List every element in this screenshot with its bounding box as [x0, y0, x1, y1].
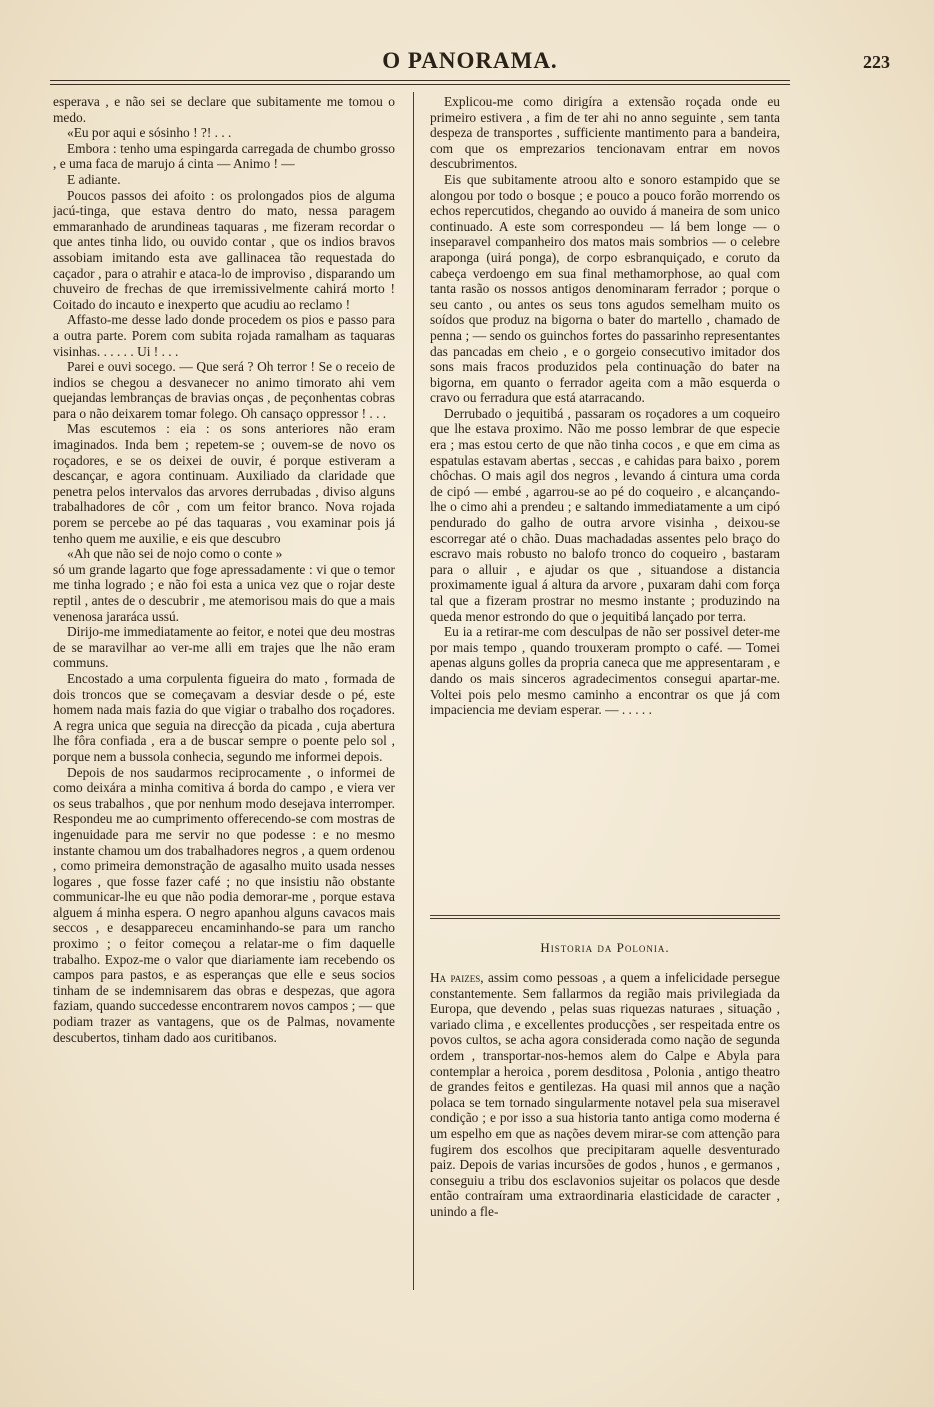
- paragraph: Derrubado o jequitibá , passaram os roçadores a um coqueiro que lhe estava proximo. Não me posso lembrar de que especie era ; mas estou certo de que não tinha cocos , e que em cima as espatulas estavam abertas , seccas , e cahidas para baixo , porem chôchas. O mais agil dos negros , levando á cintura uma corda de cipó — embé , agarrou-se ao pé do coqueiro , e alcançando-lhe o cimo ahi a prendeu ; e saltando immediatamente a um cipó pendurado do galho de outra arvore visinha , deixou-se escorregar até o chão. Duas machadadas assentes pelo braço do escravo mais robusto no balofo tronco do coqueiro , bastaram para o alluir , e ajudar os que , situandose a distancia proximamente igual á altura da arvore , puxaram dahi com força tal que a fizeram prostrar no mesmo instante ; produzindo na queda menor estrondo do que o jequitibá lançado por terra.: [430, 405, 780, 624]
- section-lead-words: Ha paizes: [430, 970, 481, 985]
- section-text: , assim como pessoas , a quem a infelicidade persegue constantemente. Sem fallarmos da região mais privilegiada da Europa, que devendo , pelas suas riquezas naturaes , situação , variado clima , e excellentes producções , ser respeitada entre os povos cultos, se acha agora considerada como nação de segunda ordem , transportar-nos-hemos alem do Calpe e Abyla para contemplar a heroica , porem desditosa , Polonia , antigo theatro de grandes feitos e gentilezas. Ha quasi mil annos que a nação polaca se tem tornado singularmente notavel pela sua miseravel condição ; e por isso a sua historia tanto antiga como moderna é um espelho em que as nações devem mirar-se com attenção para fugirem dos escolhos que precipitaram aquelle desventurado paiz. Depois de varias incursões de godos , hunos , e germanos , conseguiu a tribu dos esclavonios sujeitar os polacos que desde então contraíram uma extraordinaria elasticidade de caracter , unindo a fle-: [430, 970, 780, 1219]
- header-rule-double: [50, 84, 790, 85]
- newspaper-title: O PANORAMA.: [382, 48, 558, 73]
- section-body: [430, 970, 780, 1220]
- right-column: [430, 94, 780, 718]
- section-separator-double: [430, 918, 780, 919]
- paragraph: Encostado a uma corpulenta figueira do mato , formada de dois troncos que se começavam a desviar desde o pé, este homem nada mais fazia do que vigiar o trabalho dos roçadores. A regra unica que seguia na direcção da picada , cuja abertura lhe fôra confiada , era a de buscar sempre o poente pelo sol , porque nem a bussola conhecia, segundo me informei depois.: [53, 670, 395, 764]
- paragraph: «Eu por aqui e sósinho ! ?! . . .: [67, 125, 232, 141]
- paragraph: Affasto-me desse lado donde procedem os pios e passo para a outra parte. Porem com subita rojada ramalham as taquaras visinhas. . . . . . Ui ! . . .: [53, 312, 395, 359]
- paragraph: esperava , e não sei se declare que subitamente me tomou o medo.: [53, 94, 395, 125]
- section-heading: Historia da Polonia.: [540, 940, 670, 955]
- paragraph: só um grande lagarto que foge apressadamente : vi que o temor me tinha logrado ; e não foi esta a unica vez que o rojar deste reptil , antes de o descubrir , me atemorisou mais do que a mais venenosa jararáca ussú.: [53, 561, 395, 624]
- header-rule: [50, 80, 790, 81]
- section-paragraph: [430, 970, 780, 1220]
- paragraph: Eis que subitamente atroou alto e sonoro estampido que se alongou por todo o bosque ; e pouco a pouco forão morrendo os echos repercutidos, chegando ao ouvido á maneira de som unico continuado. A este som correspondeu — lá bem longe — o inseparavel companheiro dos matos mais sombrios — o celebre araponga (uirá ponga), de corpo esbranquiçado, e coruto da cabeça verdoengo em sua final methamorphose, ao qual com tanta rasão os nossos antigos denominaram ferrador ; porque o seu canto , ou antes os seus tons agudos semelham muito os soídos que produz na bigorna o bater do martello , chamado de penna ; — sendo os guinchos fortes do passarinho representantes das pancadas em cheio , e o gorgeio consecutivo imitador dos sons mais fracos produzidos pela continuação do bater na bigorna, em quanto o ferrador ageita com a mão esquerda o cravo ou ferradura que está atarracando.: [430, 171, 780, 406]
- section-separator: [430, 915, 780, 916]
- column-divider: [413, 92, 414, 1290]
- quote-line: «Ah que não sei de nojo como o conte »: [67, 546, 283, 562]
- paragraph: Dirijo-me immediatamente ao feitor, e notei que deu mostras de se maravilhar ao ver-me alli em trajes que lhe não eram communs.: [53, 624, 395, 671]
- paragraph: Poucos passos dei afoito : os prolongados pios de alguma jacú-tinga, que estava dentro do mato, nessa paragem emmaranhado de arundineas taquaras , me fizeram recordar o que antes tinha lido, ou ouvido contar , que os indios bravos assobiam imitando esta ave gallinacea tão requestada do caçador , para o atrahir e ataca-lo de improviso , disparando um chuveiro de frechas de que irremissivelmente cahirá morto ! Coitado do incauto e inexperto que acudiu ao reclamo !: [53, 187, 395, 312]
- paragraph: Parei e ouvi socego. — Que será ? Oh terror ! Se o receio de indios se chegou a desvanecer no animo timorato ahi vem quejandas lembranças de bravias onças , de peçonhentas cobras para o não deixarem tomar folego. Oh cansaço oppressor ! . . .: [53, 359, 395, 421]
- page-header: [50, 44, 890, 80]
- paragraph: Eu ia a retirar-me com desculpas de não ser possivel deter-me por mais tempo , quando trouxeram prompto o café. — Tomei apenas alguns golles da propria caneca que me appresentaram , e dando os mais sinceros agradecimentos consegui apartar-me. Voltei pois pelo mesmo caminho a encontrar os que já com impaciencia me deviam esperar. — . . . . .: [430, 624, 780, 718]
- paragraph: E adiante.: [67, 171, 121, 187]
- paragraph: Mas escutemos : eia : os sons anteriores não eram imaginados. Inda bem ; repetem-se ; ouvem-se de novo os roçadores, e se os deixei de ouvir, é porque estiveram a descançar, e agora continuam. Auxiliado da claridade que penetra pelos intervalos das arvores derrubadas , diviso alguns trabalhadores de côr , com um feitor branco. Nova rojada porem se percebe ao pé das taquaras , vou examinar pois já tenho quem me auxilie, e eis que descubro: [53, 421, 395, 546]
- paragraph: Explicou-me como dirigíra a extensão roçada onde eu primeiro estivera , a fim de ter ahi no anno seguinte , sem tanta despeza de transportes , sufficiente mantimento para a bandeira, com que os emprezarios tencionavam entrar em novos descubrimentos.: [430, 94, 780, 172]
- left-column: [53, 94, 395, 1045]
- paragraph: Depois de nos saudarmos reciprocamente , o informei de como deixára a minha comitiva á borda do campo , e viera ver os seus trabalhos , que por nenhum modo desejava interromper. Respondeu me ao cumprimento offerecendo-se com mostras de ingenuidade para me servir no que podesse : e no mesmo instante chamou um dos trabalhadores negros , a quem ordenou , como primeira demonstração de agasalho muito usada nesses logares , que fosse fazer café ; no que insistiu não obstante communicar-lhe eu que não podia demorar-me , porque estava alguem á minha espera. O negro apanhou alguns cavacos mais seccos , e desappareceu encaminhando-se para um rancho proximo ; o feitor começou a relatar-me o fim daquelle trabalho. Expoz-me o valor que diariamente iam recebendo os campos para pastos, e as esperanças que elle e seus socios tinham de se indemnisarem das obras e despezas, que agora faziam, quando succedesse encontrarem novos campos ; — que podiam trazer as vantagens, que os de Palmas, novamente descubertos, tinham dado aos curitibanos.: [53, 764, 395, 1045]
- page-number: 223: [863, 52, 890, 72]
- paragraph: Embora : tenho uma espingarda carregada de chumbo grosso , e uma faca de marujo á cinta — Animo ! —: [53, 140, 395, 172]
